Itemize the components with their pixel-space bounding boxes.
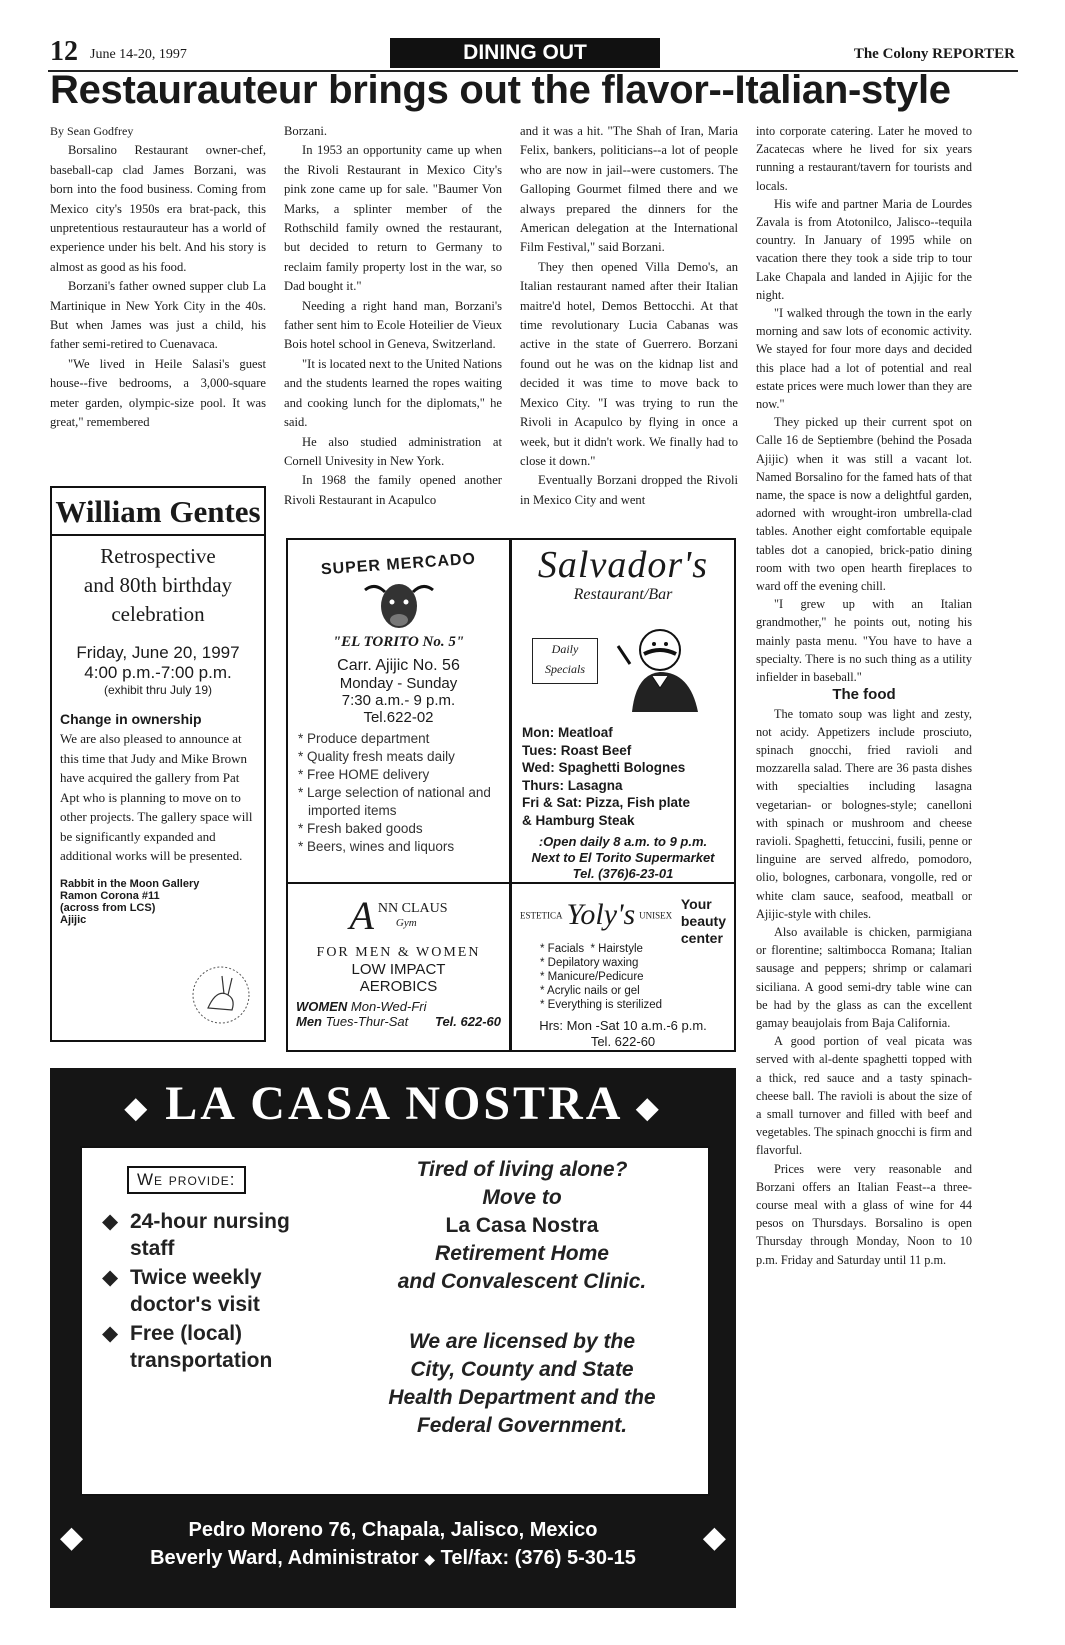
ad-casa-services [102, 1208, 302, 1374]
ad-mercado-address: Carr. Ajijic No. 56 [337, 657, 460, 674]
menu-item: Wed: Spaghetti Bolognes [522, 760, 686, 775]
article-column-2 [284, 122, 502, 510]
article-column-1 [50, 122, 266, 433]
page-number: 12 [50, 36, 78, 67]
ad-gentes-change-title: Change in ownership [60, 711, 202, 727]
diamond-icon: ◆ [102, 1266, 119, 1289]
ad-yoly-services [540, 942, 662, 1012]
paragraph: Needing a right hand man, Borzani's father sent him to Ecole Hoteilier de Vieux Bois hotel school in Geneva, Switzerland. [284, 298, 502, 352]
ad-super-mercado [286, 538, 511, 884]
ad-claus-line: FOR MEN & WOMEN [316, 945, 481, 960]
ad-salvador-name: Salvador's [537, 544, 709, 586]
section-banner: DINING OUT [390, 38, 660, 68]
ad-claus-line: AEROBICS [359, 978, 438, 995]
ad-gentes-address: Ramon Corona #11 [60, 889, 160, 902]
ad-mercado-hours: 7:30 a.m.- 9 p.m. [341, 692, 456, 709]
paragraph: In 1968 the family opened another Rivoli Restaurant in Acapulco [284, 473, 502, 507]
list-item: * Manicure/Pedicure [540, 971, 644, 983]
list-item: * Quality fresh meats daily [298, 749, 455, 764]
ad-gentes-town: Ajijic [60, 913, 87, 926]
ad-gentes-line: Retrospective [100, 544, 216, 568]
article-column-4 [756, 122, 972, 1269]
ad-la-casa-nostra [50, 1068, 736, 1608]
ad-mercado-name: "EL TORITO No. 5" [332, 634, 465, 650]
bull-head-icon [359, 578, 439, 634]
article-column-3 [520, 122, 738, 510]
daily-specials-sign: Daily Specials [532, 638, 598, 684]
paragraph: He also studied administration at Cornell Univesity in New York. [284, 434, 502, 468]
ad-gentes-time: 4:00 p.m.-7:00 p.m. [84, 663, 232, 682]
rabbit-illustration-icon [186, 960, 256, 1030]
byline: By Sean Godfrey [50, 124, 134, 138]
menu-item: Tues: Roast Beef [522, 742, 632, 758]
subhead-the-food: The food [832, 686, 896, 704]
paragraph: and it was a hit. "The Shah of Iran, Maria Felix, bankers, politicians--a lot of people who are now in jail--were customers. The Galloping Gourmet filmed there and we always prepared the dinners for the American delegation at the International Film Festival," said Borzani. [520, 124, 738, 255]
ad-gentes-across: (across from LCS) [60, 901, 156, 914]
list-item: * Beers, wines and liquors [298, 839, 455, 854]
ad-casa-panel [80, 1146, 710, 1496]
ad-casa-licensed: We are licensed by the City, County and State Health Department and the Federal Government. [388, 1330, 656, 1437]
ad-gentes-exhibit: (exhibit thru July 19) [103, 683, 213, 697]
ad-yolys-beauty [510, 882, 736, 1052]
paper-name: The Colony REPORTER [853, 46, 1015, 62]
ad-claus-line: LOW IMPACT [351, 961, 446, 978]
list-item: ◆ 24-hour nursing staff [102, 1210, 290, 1260]
ad-yoly-logo: ESTETICA Yoly's UNISEX [520, 898, 673, 931]
ad-claus-men: Men Tues-Thur-Sat Tel. 622-60 [296, 1014, 501, 1029]
ad-salvador-menu [522, 724, 690, 829]
paragraph: Eventually Borzani dropped the Rivoli in Mexico City and went [520, 473, 738, 507]
chef-illustration-icon [612, 616, 722, 712]
diamond-icon: ◆ [702, 1521, 726, 1554]
ad-ann-claus-gym [286, 882, 511, 1052]
diamond-icon: ◆ [102, 1322, 119, 1345]
ad-casa-provide: We provide: [127, 1166, 246, 1194]
list-item: * Fresh baked goods [298, 821, 423, 836]
ad-casa-pitch: Tired of living alone? Move to La Casa Nostra Retirement Home and Convalescent Clinic. [397, 1158, 647, 1293]
paragraph: "We lived in Heile Salasi's guest house--five bedrooms, a 3,000-square meter garden, olympic-size pool. It was great," remembered [50, 356, 266, 430]
paragraph: The tomato soup was light and zesty, not acidy. Appetizers include prosciuto, spinach gnocchi, fried ravioli and mozzarella salad. There are 36 pasta dishes with specialties including lasagna vegetarian- or bolognes-style; canelloni with spinach or mushroom and cheese ravioli. Spaghetti, fetuccini, fusili, penne or linguine are served alfredo, pomodoro, olio, bolognes, carbonara, vongolle, red or white clam sauce, seafood, meatball or Ajijic-style with chiles. [756, 706, 972, 921]
list-item: ◆ Twice weekly doctor's visit [102, 1266, 262, 1316]
ad-gentes-name: William Gentes [52, 494, 264, 536]
paragraph: In 1953 an opportunity came up when the Rivoli Restaurant in Mexico City's pink zone came up for sale. "Baumer Von Marks, a splinter member of the Rothschild family owned the restaurant, but decided to return to Germany to reclaim family property lost in the war, so Dad bought it." [284, 143, 502, 294]
list-item: * Produce department [298, 731, 430, 746]
issue-date: June 14-20, 1997 [90, 47, 187, 62]
headline: Restaurauteur brings out the flavor--Italian-style [50, 68, 951, 112]
ad-claus-women: WOMEN Mon-Wed-Fri [296, 999, 427, 1014]
list-item: * Large selection of national and imported items [298, 785, 491, 818]
list-item: ◆ Free (local) transportation [102, 1322, 273, 1372]
page-header [50, 36, 1015, 66]
ad-mercado-list [298, 730, 499, 856]
ad-casa-footer: Pedro Moreno 76, Chapala, Jalisco, Mexico Beverly Ward, Administrator ◆ Tel/fax: (376) 5-30-15 [150, 1519, 636, 1569]
ad-william-gentes [50, 486, 266, 1042]
menu-item: Mon: Meatloaf [522, 725, 613, 740]
ad-gentes-line: celebration [111, 602, 205, 626]
ad-gentes-line: and 80th birthday [83, 573, 233, 597]
diamond-icon: ◆ [635, 1091, 662, 1125]
paragraph: They picked up their current spot on Calle 16 de Septiembre (behind the Posada Ajijic) when it was still a vacant lot. Named Borsalino for the famed hats of that name, the space is now a delightful garden, adorned with wrought-iron umbrella-clad tables. Another eight comfortable equipale tables dot a canopied, brick-patio dining room with two open hearth fireplaces to ward off the evening chill. [756, 415, 972, 594]
ad-gentes-change-text: We are also pleased to announce at this time that Judy and Mike Brown have acquired the gallery from Pat Apt who is planning to move on to other projects. The gallery space will be significantly expanded and additional works will be presented. [60, 731, 253, 863]
paragraph: "It is located next to the United Nations and the students learned the ropes waiting and cooking lunch for the diplomats," he said. [284, 356, 502, 430]
paragraph: Prices were very reasonable and Borzani offers an Italian Feast--a three-course meal with a glass of wine for 44 pesos on Thursdays. Borsalino is open Thursday through Monday, Noon to 10 p.m. Friday and Saturday until 11 p.m. [756, 1161, 972, 1267]
ad-gentes-gallery: Rabbit in the Moon Gallery [60, 877, 200, 890]
ad-claus-logo: A NN CLAUS Gym [349, 893, 448, 938]
paragraph: Borsalino Restaurant owner-chef, baseball-cap clad James Borzani, was born into the food business. Coming from Mexico city's 1950s era brat-pack, this unpretentious restaurauteur has a world of experience under his belt. And his story is almost as good as his food. [50, 143, 266, 274]
ad-casa-title: ◆ LA CASA NOSTRA ◆ [124, 1077, 662, 1130]
ad-mercado-title: SUPER MERCADO [320, 550, 477, 579]
paragraph: They then opened Villa Demo's, an Italian restaurant named after their Italian maitre'd hotel, Demos Bettocchi. At that time revolutionary Lucia Cabanas was active in the state of Guerrero. Borzani found out he was on the kidnap list and decided it was time to move back to Mexico City. "I was trying to run the Rivoli in Acapulco by flying in once a week, but it didn't work. We finally had to close it down." [520, 259, 738, 468]
list-item: * Acrylic nails or gel [540, 985, 640, 997]
diamond-icon: ◆ [60, 1521, 84, 1554]
diamond-icon: ◆ [124, 1091, 151, 1125]
list-item: * Free HOME delivery [298, 767, 430, 782]
ad-mercado-tel: Tel.622-02 [363, 709, 434, 726]
paragraph: Also available is chicken, parmigiana or florentine; saltimbocca Romana; Italian sausage and peppers; shrimp or calamari siciliana. A good semi-dry table wine can be had by the glass as can the excellent gamay beaujolais from Baja California. [756, 924, 972, 1030]
paragraph: Borzani. [284, 124, 328, 138]
list-item: * Facials * Hairstyle [540, 943, 643, 955]
list-item: * Depilatory waxing [540, 957, 639, 969]
ad-yoly-hours: Hrs: Mon -Sat 10 a.m.-6 p.m. Tel. 622-60 [539, 1018, 707, 1049]
ad-yoly-tagline: Your beauty center [680, 896, 726, 946]
list-item: * Everything is sterilized [540, 999, 663, 1011]
menu-item: Fri & Sat: Pizza, Fish plate [522, 795, 691, 810]
ad-salvador-footer: :Open daily 8 a.m. to 9 p.m. Next to El Torito Supermarket Tel. (376)6-23-01 [531, 834, 715, 881]
menu-item: & Hamburg Steak [522, 812, 635, 828]
ad-salvadors [510, 538, 736, 884]
paragraph: "I walked through the town in the early morning and saw lots of economic activity. We stayed for four more days and decided this place had a lot of potential and real estate prices were much lower than they are now." [756, 306, 972, 412]
paragraph: His wife and partner Maria de Lourdes Zavala is from Atotonilco, Jalisco--tequila country. In January of 1995 while on vacation there they took a side trip to tour Lake Chapala and landed in Ajijic for the night. [756, 196, 972, 302]
diamond-icon: ◆ [102, 1210, 119, 1233]
menu-item: Thurs: Lasagna [522, 777, 623, 793]
paragraph: into corporate catering. Later he moved to Zacatecas where he lived for six years running a restaurant/tavern for tourists and locals. [756, 124, 972, 193]
paragraph: Borzani's father owned supper club La Martinique in New York City in the 40s. But when James was just a child, his father semi-retired to Cuenavaca. [50, 279, 266, 352]
diamond-icon: ◆ [424, 1551, 436, 1567]
ad-salvador-sub: Restaurant/Bar [573, 586, 673, 603]
paragraph: A good portion of veal picata was served with al-dente spaghetti topped with a thick, red sauce and a tasty spinach-cheese ball. The ravioli is about the size of a small turnover and filled with beef and vegetables. The spinach gnocchi is firm and flavorful. [756, 1034, 972, 1158]
ad-gentes-date: Friday, June 20, 1997 [76, 643, 240, 662]
paragraph: "I grew up with an Italian grandmother," he points out, noting his mainly pasta menu. "You have to have a specialty. There is no such thing as a utility infielder in baseball." [756, 597, 972, 685]
ad-mercado-days: Monday - Sunday [339, 675, 458, 692]
